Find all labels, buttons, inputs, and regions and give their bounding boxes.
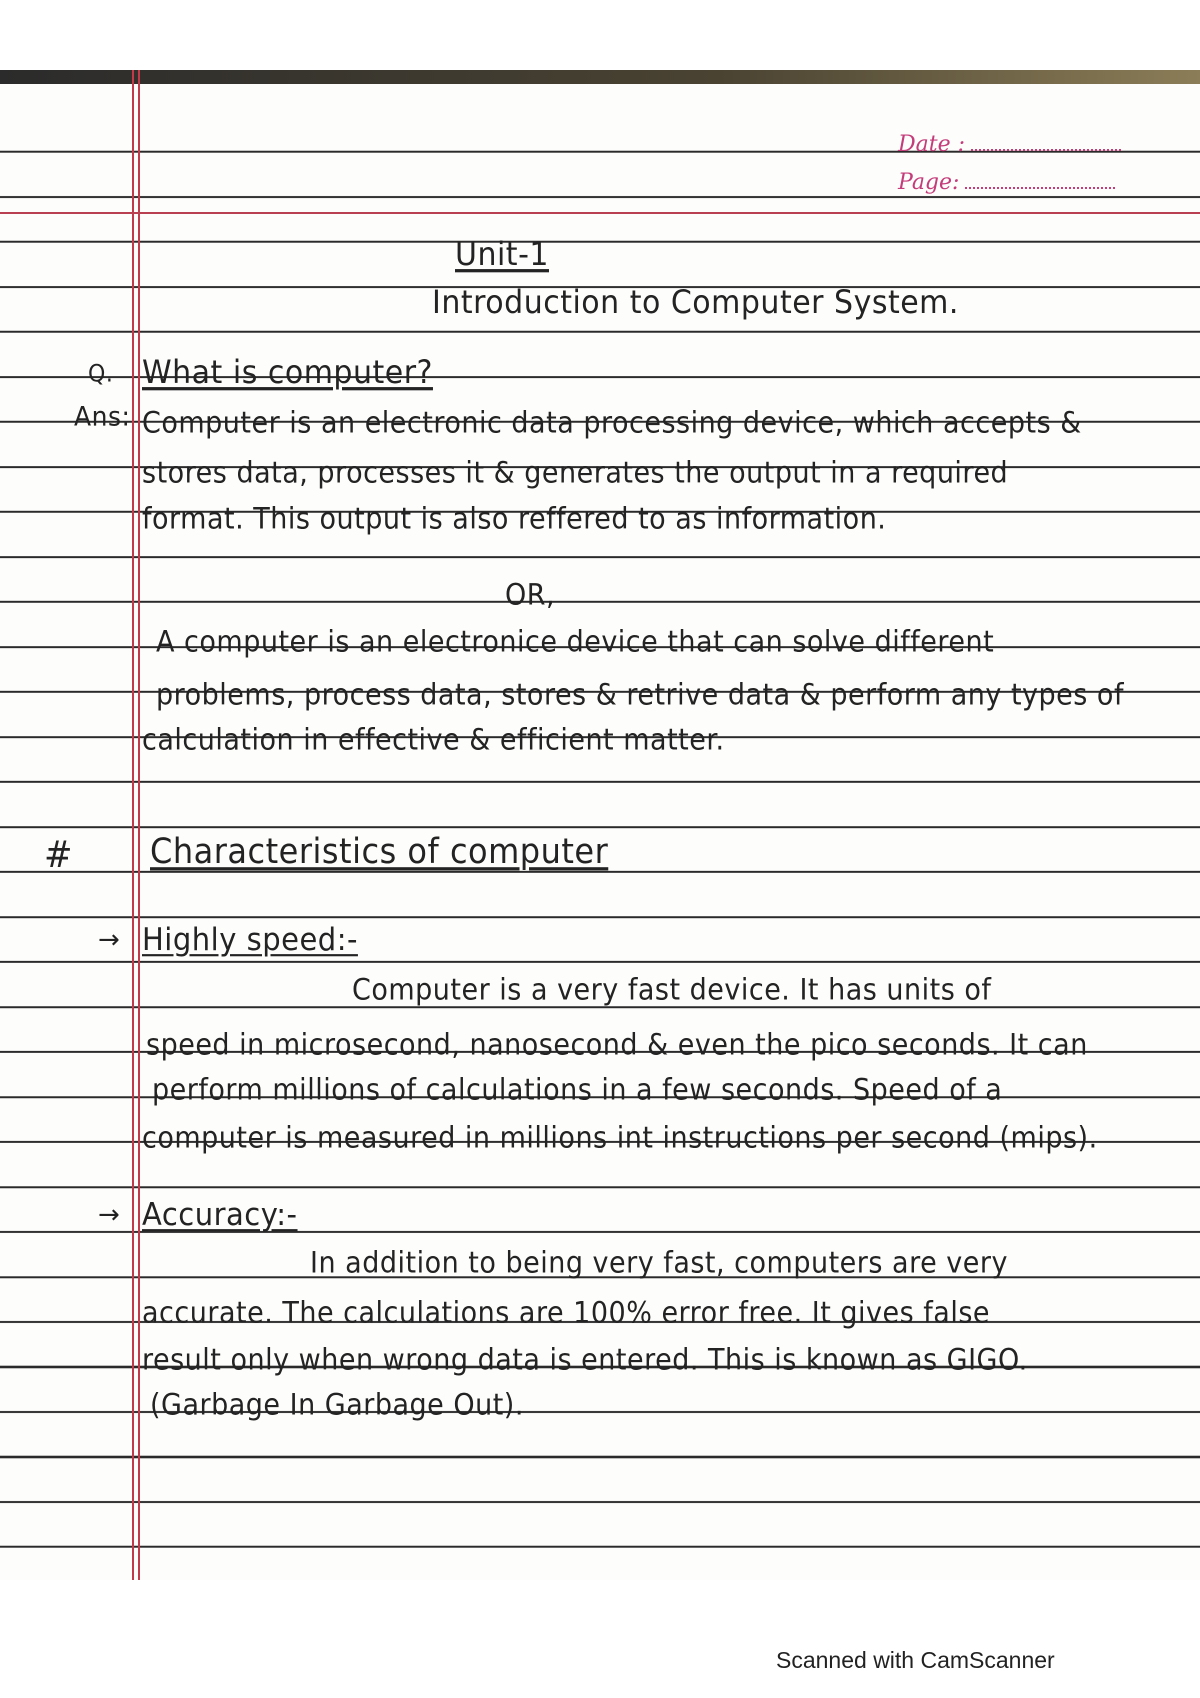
alt-answer-line-2: problems, process data, stores & retrive data & perform any types of <box>156 678 1124 713</box>
or-divider: OR, <box>505 578 556 613</box>
scanner-watermark: Scanned with CamScanner <box>776 1647 1055 1673</box>
page-heading: Introduction to Computer System. <box>432 283 959 322</box>
speed-line-2: speed in microsecond, nanosecond & even the pico seconds. It can <box>146 1028 1088 1063</box>
question-text: What is computer? <box>142 353 433 392</box>
date-field <box>898 132 1121 157</box>
speed-line-3: perform millions of calculations in a few seconds. Speed of a <box>152 1073 1003 1108</box>
page-field <box>898 170 1115 195</box>
answer-line-3: format. This output is also reffered to as information. <box>142 502 887 537</box>
question-marker: Q. <box>88 361 114 388</box>
accuracy-line-4: (Garbage In Garbage Out). <box>150 1388 524 1423</box>
answer-marker: Ans: <box>74 400 131 433</box>
unit-title: Unit-1 <box>455 235 549 274</box>
page-label: Page: <box>898 170 960 195</box>
page-blank <box>965 187 1115 189</box>
accuracy-line-2: accurate. The calculations are 100% error free. It gives false <box>142 1296 991 1331</box>
answer-line-1: Computer is an electronic data processing device, which accepts & <box>142 406 1082 441</box>
section-title: Characteristics of computer <box>150 830 609 872</box>
answer-line-2: stores data, processes it & generates the output in a required <box>142 456 1009 491</box>
margin-line-left <box>132 70 134 1580</box>
item-title-speed: Highly speed:- <box>142 920 358 958</box>
alt-answer-line-1: A computer is an electronice device that can solve different <box>156 625 995 660</box>
section-marker: # <box>44 833 73 877</box>
date-label: Date : <box>898 132 966 157</box>
speed-line-1: Computer is a very fast device. It has units of <box>352 973 992 1008</box>
page-top-edge <box>0 70 1200 84</box>
date-blank <box>971 149 1121 151</box>
header-rule <box>0 212 1200 214</box>
alt-answer-line-3: calculation in effective & efficient matter. <box>142 723 725 758</box>
item-title-accuracy: Accuracy:- <box>142 1195 298 1233</box>
bullet-arrow-1: → <box>98 925 120 955</box>
margin-line-right <box>138 70 140 1580</box>
speed-line-4: computer is measured in millions int instructions per second (mips). <box>142 1121 1098 1156</box>
accuracy-line-1: In addition to being very fast, computers are very <box>310 1246 1008 1281</box>
bullet-arrow-2: → <box>98 1200 120 1230</box>
accuracy-line-3: result only when wrong data is entered. This is known as GIGO. <box>142 1343 1028 1378</box>
